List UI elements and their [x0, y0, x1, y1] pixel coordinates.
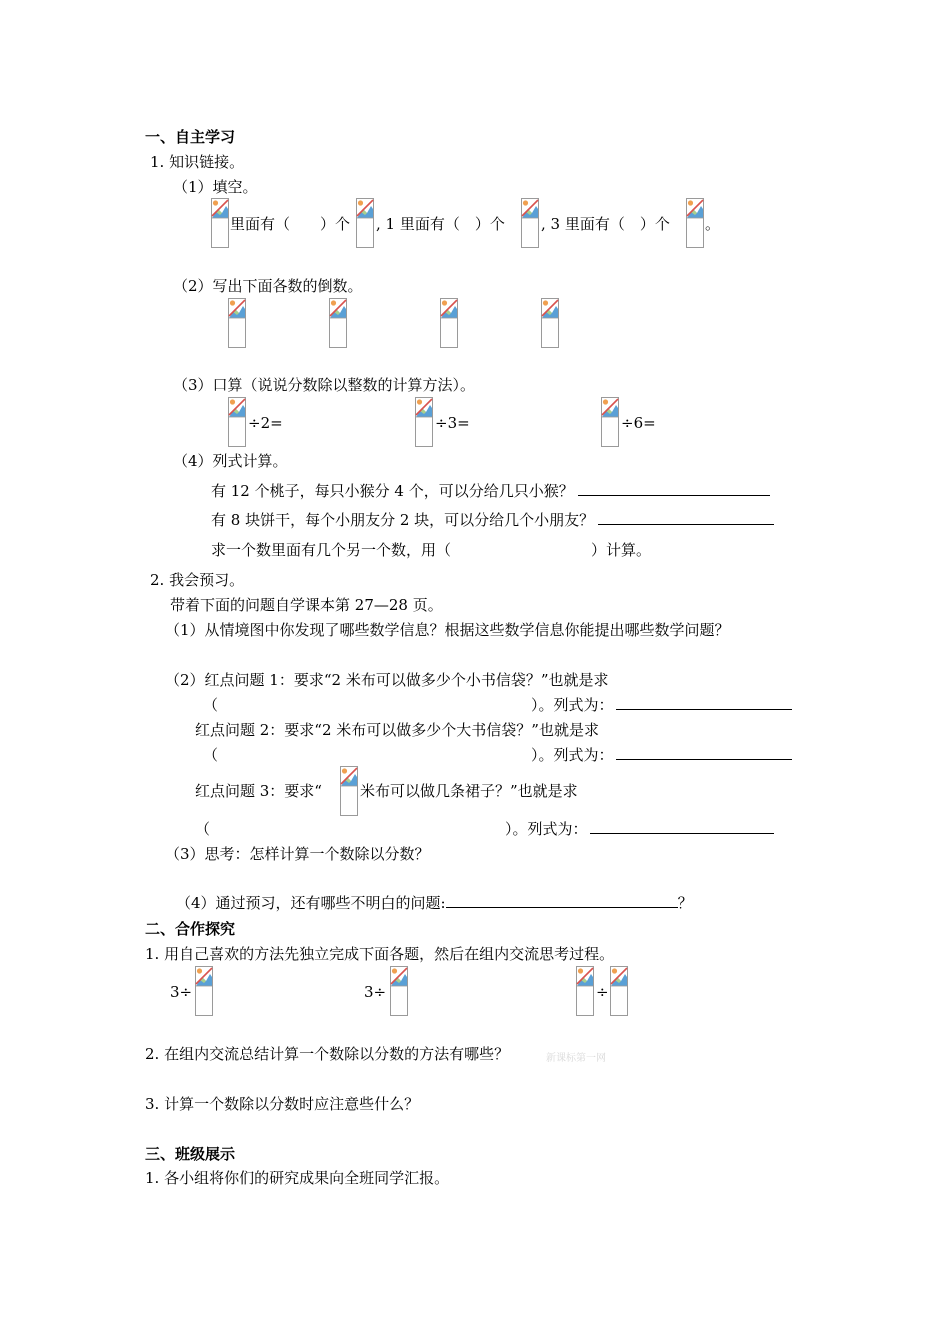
explore-expr-2: 3÷ — [364, 983, 387, 1001]
watermark: 新课标第一网 — [546, 1053, 606, 1064]
section-title-2: 二、合作探究 — [145, 920, 236, 938]
fraction-image-icon — [228, 397, 246, 447]
fraction-image-icon — [228, 298, 246, 348]
preview-questions: （4）通过预习，还有哪些不明白的问题: ？ — [176, 894, 693, 912]
fraction-image-icon — [440, 298, 458, 348]
fraction-image-icon — [576, 966, 594, 1016]
fraction-image-icon — [195, 966, 213, 1016]
fraction-image-icon — [356, 198, 374, 248]
q4-label: （4）列式计算。 — [173, 452, 288, 470]
fraction-image-icon — [211, 198, 229, 248]
q2-label: （2）写出下面各数的倒数。 — [173, 277, 363, 295]
q4-line-3: 求一个数里面有几个另一个数，用（ ）计算。 — [211, 541, 652, 559]
fraction-image-icon — [521, 198, 539, 248]
fraction-image-icon — [601, 397, 619, 447]
preview-q3: 红点问题 2：要求“2 米布可以做多少个大书信袋？”也就是求 — [195, 721, 599, 739]
preview-q1: （1）从情境图中你发现了哪些数学信息？根据这些数学信息你能提出哪些数学问题？ — [165, 621, 730, 639]
fraction-image-icon — [686, 198, 704, 248]
explore-summary: 2. 在组内交流总结计算一个数除以分数的方法有哪些？ — [145, 1045, 510, 1063]
q1-text-3: , 3 里面有（ ）个 — [541, 215, 670, 233]
fraction-image-icon — [415, 397, 433, 447]
preview-intro: 带着下面的问题自学课本第 27—28 页。 — [170, 596, 443, 614]
answer-blank[interactable] — [578, 481, 770, 496]
answer-blank[interactable] — [616, 745, 792, 760]
show-instruction: 1. 各小组将你们的研究成果向全班同学汇报。 — [145, 1169, 450, 1187]
fraction-image-icon — [340, 766, 358, 816]
q3-label: （3）口算（说说分数除以整数的计算方法）。 — [173, 376, 476, 394]
explore-attention: 3. 计算一个数除以分数时应注意些什么？ — [145, 1095, 420, 1113]
q3-expr-a: ÷2= — [248, 414, 283, 432]
q1-text-1: 里面有（ ）个 — [230, 215, 351, 233]
q3-expr-b: ÷3= — [435, 414, 470, 432]
q3-expr-c: ÷6= — [621, 414, 656, 432]
preview-q4-open: （ — [195, 820, 211, 838]
preview-title: 2. 我会预习。 — [150, 571, 245, 589]
preview-q4-answer: ）。列式为： — [505, 819, 774, 839]
fraction-image-icon — [610, 966, 628, 1016]
explore-expr-3: ÷ — [596, 983, 609, 1001]
q1-text-2: , 1 里面有（ ）个 — [376, 215, 505, 233]
fraction-image-icon — [541, 298, 559, 348]
knowledge-link-title: 1. 知识链接。 — [150, 153, 245, 171]
section-title-3: 三、班级展示 — [145, 1145, 236, 1163]
preview-q4-b: 米布可以做几条裙子？”也就是求 — [360, 782, 578, 800]
explore-instruction: 1. 用自己喜欢的方法先独立完成下面各题，然后在组内交流思考过程。 — [145, 945, 615, 963]
preview-q2: （2）红点问题 1：要求“2 米布可以做多少个小书信袋？”也就是求 — [165, 671, 609, 689]
answer-blank[interactable] — [446, 893, 678, 908]
q4-line-2: 有 8 块饼干，每个小朋友分 2 块，可以分给几个小朋友？ — [211, 510, 774, 530]
explore-expr-1: 3÷ — [170, 983, 193, 1001]
preview-q3-answer: ）。列式为： — [531, 745, 792, 765]
fraction-image-icon — [329, 298, 347, 348]
preview-q2-open: （ — [203, 696, 219, 714]
preview-q4-a: 红点问题 3：要求“ — [195, 782, 322, 800]
preview-q3-open: （ — [203, 746, 219, 764]
q4-line-1: 有 12 个桃子，每只小猴分 4 个，可以分给几只小猴？ — [211, 481, 770, 501]
answer-blank[interactable] — [616, 695, 792, 710]
answer-blank[interactable] — [598, 510, 774, 525]
section-title-1: 一、自主学习 — [145, 128, 236, 146]
preview-q2-answer: ）。列式为： — [531, 695, 792, 715]
q1-text-4: 。 — [705, 215, 721, 233]
preview-think: （3）思考：怎样计算一个数除以分数？ — [165, 845, 430, 863]
q1-label: （1）填空。 — [173, 178, 258, 196]
fraction-image-icon — [390, 966, 408, 1016]
answer-blank[interactable] — [590, 819, 774, 834]
